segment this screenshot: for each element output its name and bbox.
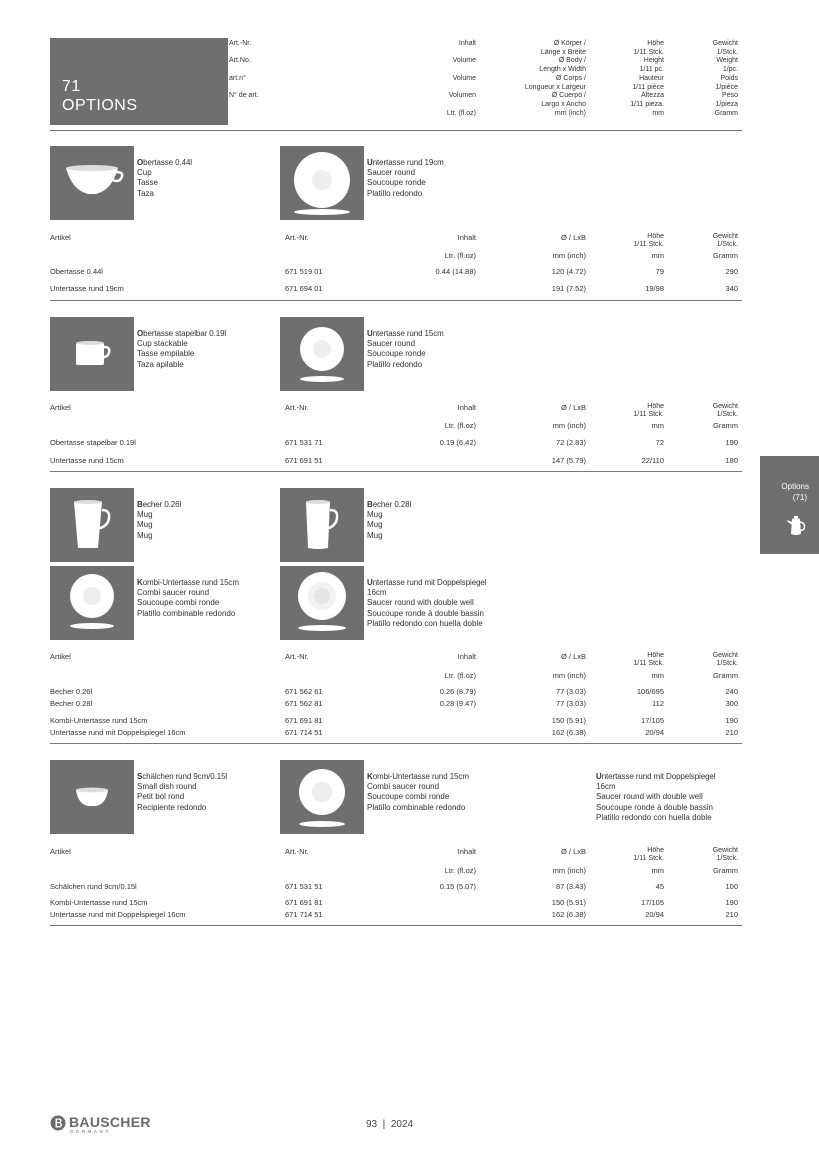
th-hoehe — [633, 652, 664, 667]
header-inhalt-fr: Volume — [452, 74, 476, 82]
cell-dim: 120 (4.72) — [551, 267, 586, 276]
cell-hoehe: 17/105 — [641, 898, 664, 907]
th-hoehe — [633, 403, 664, 418]
product-title-line2: 16cm — [596, 782, 616, 792]
product-image-stackable-cup — [50, 317, 134, 391]
header-hoehe-line: Altezza — [641, 92, 664, 100]
header-gewicht-unit: Gramm — [714, 109, 738, 117]
th-inhalt: Inhalt — [457, 847, 476, 856]
product-desc-fr: Soucoupe ronde à double bassin — [367, 608, 484, 618]
cell-artnr: 671 694 01 — [285, 284, 323, 293]
header-dim-line: Länge x Breite — [540, 48, 586, 56]
product-desc-es: Platillo redondo con huella doble — [367, 618, 483, 628]
th-artnr: Art.-Nr. — [285, 233, 309, 242]
cell-gewicht: 180 — [725, 456, 738, 465]
product-desc-fr: Soucoupe ronde à double bassin — [596, 802, 713, 812]
th-unit-gewicht: Gramm — [713, 671, 738, 680]
header-artnr-en: Art.No. — [229, 57, 251, 65]
cell-gewicht: 210 — [725, 728, 738, 737]
cell-artikel: Becher 0.28l — [50, 699, 93, 708]
cell-artikel: Obertasse 0.44l — [50, 267, 103, 276]
product-title-initial: U — [596, 772, 602, 781]
product-desc-es: Taza — [137, 188, 154, 198]
product-title: echer 0.26l — [142, 500, 182, 509]
table-section-4 — [0, 847, 819, 927]
side-tab-number: (71) — [792, 493, 807, 502]
product-desc-en: Saucer round — [367, 168, 416, 178]
cell-inhalt: 0.19 (6.42) — [439, 438, 476, 447]
table-row — [0, 716, 819, 726]
product-title: ntertasse rund mit Doppelspiegel — [372, 578, 487, 587]
product-text-stackable-cup — [137, 329, 226, 370]
header-dim-line: Longueur x Largeur — [524, 83, 586, 91]
cell-hoehe: 106/695 — [636, 687, 664, 696]
product-title: ntertasse rund 19cm — [372, 158, 444, 167]
divider — [50, 300, 742, 301]
product-title: bertasse 0.44l — [143, 158, 192, 167]
product-title-initial: K — [137, 578, 143, 587]
product-image-combi-saucer — [280, 760, 364, 834]
product-desc-es: Platillo combinable redondo — [137, 608, 236, 618]
cell-dim: 150 (5.91) — [551, 898, 586, 907]
divider — [50, 743, 742, 744]
chapter-title-box — [50, 38, 228, 125]
th-unit-inhalt: Ltr. (fl.oz) — [444, 251, 476, 260]
th-inhalt: Inhalt — [457, 233, 476, 242]
cell-gewicht: 290 — [725, 267, 738, 276]
th-gewicht-1: Gewicht — [712, 403, 738, 410]
product-image-saucer-15 — [280, 317, 364, 391]
th-artnr: Art.-Nr. — [285, 847, 309, 856]
product-title: ntertasse rund 15cm — [372, 329, 444, 338]
product-desc-es: Recipiente redondo — [137, 802, 207, 812]
th-unit-inhalt: Ltr. (fl.oz) — [444, 671, 476, 680]
product-title: echer 0.28l — [372, 500, 412, 509]
product-desc-en: Mug — [137, 510, 153, 520]
product-title: ombi-Untertasse rund 15cm — [142, 578, 239, 587]
table-row — [0, 882, 819, 892]
product-desc-es: Taza apilable — [137, 359, 184, 369]
cell-gewicht: 190 — [725, 438, 738, 447]
cell-gewicht: 340 — [725, 284, 738, 293]
th-artikel: Artikel — [50, 847, 71, 856]
chapter-number: 71 — [62, 78, 81, 95]
product-desc-en: Cup stackable — [137, 339, 188, 349]
th-unit-inhalt: Ltr. (fl.oz) — [444, 421, 476, 430]
product-image-double-well-saucer — [280, 566, 364, 640]
product-desc-fr: Mug — [367, 520, 383, 530]
product-title-initial: U — [367, 158, 373, 167]
product-desc-en: Mug — [367, 510, 383, 520]
product-title: ombi-Untertasse rund 15cm — [372, 772, 469, 781]
th-unit-dim: mm (inch) — [552, 671, 586, 680]
divider — [50, 130, 742, 131]
header-dim-line: Largo x Ancho — [541, 100, 586, 108]
product-image-mug-028 — [280, 488, 364, 562]
page-number: 93 | 2024 — [366, 1119, 414, 1130]
th-inhalt: Inhalt — [457, 403, 476, 412]
product-desc-es: Platillo redondo — [367, 188, 423, 198]
cell-artnr: 671 714 51 — [285, 910, 323, 919]
table-row — [0, 898, 819, 908]
cell-artnr: 671 691 51 — [285, 456, 323, 465]
product-image-saucer — [280, 146, 364, 220]
product-text-cup — [137, 158, 192, 199]
cell-artnr: 671 691 81 — [285, 716, 323, 725]
cell-hoehe: 20/94 — [645, 910, 664, 919]
header-dim-unit: mm (inch) — [554, 109, 586, 117]
product-text-double-well-saucer — [367, 578, 486, 629]
cell-dim: 87 (3.43) — [555, 882, 586, 891]
product-title-initial: U — [367, 329, 373, 338]
cell-artikel: Untertasse rund 15cm — [50, 456, 124, 465]
cell-artikel: Becher 0.26l — [50, 687, 93, 696]
product-text-combi-saucer — [137, 578, 239, 619]
product-desc-fr: Tasse — [137, 178, 158, 188]
th-unit-hoehe: mm — [651, 866, 664, 875]
side-tab-label: Options — [781, 482, 809, 491]
product-desc-fr: Soucoupe ronde — [367, 349, 426, 359]
cell-dim: 77 (3.03) — [555, 699, 586, 708]
divider — [50, 925, 742, 926]
cell-artikel: Untertasse rund mit Doppelspiegel 16cm — [50, 728, 186, 737]
product-desc-es: Platillo redondo — [367, 359, 423, 369]
header-artnr-fr: art.n° — [229, 74, 246, 82]
product-text-small-dish — [137, 772, 227, 813]
brand-name: BAUSCHER — [69, 1114, 151, 1130]
table-row — [0, 687, 819, 697]
cell-artikel: Untertasse rund mit Doppelspiegel 16cm — [50, 910, 186, 919]
cell-inhalt: 0.15 (5.07) — [439, 882, 476, 891]
header-gewicht-line: Weight — [716, 57, 738, 65]
header-hoehe-line: 1/11 pieza. — [630, 100, 664, 108]
product-text-mug-026 — [137, 500, 181, 541]
product-title-initial: U — [367, 578, 373, 587]
coffeepot-icon — [785, 514, 809, 538]
header-inhalt-de: Inhalt — [458, 40, 476, 47]
th-gewicht-2: 1/Stck. — [716, 854, 738, 862]
header-gewicht-line: Poids — [720, 74, 738, 82]
product-image-combi-saucer — [50, 566, 134, 640]
product-title-initial: O — [137, 329, 144, 338]
product-title-initial: K — [367, 772, 373, 781]
product-title-initial: B — [137, 500, 143, 509]
th-hoehe-2: 1/11 Stck. — [633, 240, 664, 248]
header-gewicht-line: 1/pièce — [715, 83, 738, 91]
cell-artnr: 671 714 51 — [285, 728, 323, 737]
th-dim: Ø / LxB — [560, 652, 586, 661]
header-hoehe-line: Height — [643, 57, 664, 65]
header-hoehe-line: 1/11 Stck. — [633, 48, 664, 56]
th-gewicht — [713, 403, 738, 418]
table-section-3 — [0, 652, 819, 744]
header-gewicht-line: Peso — [722, 92, 738, 100]
header-dim-column — [525, 40, 586, 118]
product-desc-en: Saucer round with double well — [596, 792, 703, 802]
header-hoehe-unit: mm — [652, 109, 664, 117]
th-gewicht — [713, 652, 738, 667]
product-title-line2: 16cm — [367, 588, 387, 598]
th-unit-gewicht: Gramm — [713, 251, 738, 260]
product-image-small-dish — [50, 760, 134, 834]
th-hoehe-1: Höhe — [647, 652, 664, 659]
th-hoehe-1: Höhe — [647, 233, 664, 240]
th-hoehe-1: Höhe — [647, 847, 664, 854]
th-gewicht — [713, 233, 738, 248]
th-unit-gewicht: Gramm — [713, 421, 738, 430]
product-image-mug-026 — [50, 488, 134, 562]
cell-dim: 147 (5.79) — [551, 456, 586, 465]
th-hoehe-1: Höhe — [647, 403, 664, 410]
th-artikel: Artikel — [50, 652, 71, 661]
header-dim-line: Length x Width — [539, 66, 586, 74]
product-title-initial: S — [137, 772, 143, 781]
header-artnr-column — [229, 40, 259, 101]
cell-dim: 162 (6.38) — [551, 910, 586, 919]
th-gewicht — [713, 847, 738, 862]
th-dim: Ø / LxB — [560, 403, 586, 412]
cell-inhalt: 0.26 (8.79) — [439, 687, 476, 696]
cell-gewicht: 210 — [725, 910, 738, 919]
bauscher-logo — [50, 1114, 162, 1138]
cell-artikel: Kombi-Untertasse rund 15cm — [50, 716, 148, 725]
table-row — [0, 699, 819, 709]
header-artnr-es: N° de art. — [229, 92, 259, 100]
table-row — [0, 267, 819, 277]
cell-gewicht: 240 — [725, 687, 738, 696]
cell-hoehe: 22/110 — [641, 456, 664, 465]
th-gewicht-1: Gewicht — [712, 847, 738, 854]
product-desc-fr: Petit bol rond — [137, 792, 185, 802]
product-desc-es: Mug — [367, 530, 383, 540]
th-unit-hoehe: mm — [651, 251, 664, 260]
chapter-name: OPTIONS — [62, 97, 138, 114]
th-gewicht-2: 1/Stck. — [716, 410, 738, 418]
side-chapter-tab[interactable] — [760, 456, 819, 554]
th-gewicht-1: Gewicht — [712, 652, 738, 659]
header-hoehe-line: 1/11 pc. — [639, 66, 664, 74]
product-text-combi-saucer — [367, 772, 469, 813]
table-row — [0, 910, 819, 920]
product-desc-en: Saucer round with double well — [367, 598, 474, 608]
product-desc-es: Mug — [137, 530, 153, 540]
th-dim: Ø / LxB — [560, 233, 586, 242]
cell-artnr: 671 531 51 — [285, 882, 323, 891]
product-image-cup — [50, 146, 134, 220]
table-section-2 — [0, 403, 819, 473]
cell-hoehe: 20/94 — [645, 728, 664, 737]
header-dim-line: Ø Body / — [558, 57, 586, 65]
table-row — [0, 438, 819, 448]
product-desc-en: Saucer round — [367, 339, 416, 349]
header-dim-line: Ø Körper / — [553, 40, 586, 47]
cell-dim: 72 (2.83) — [555, 438, 586, 447]
cell-gewicht: 190 — [725, 898, 738, 907]
product-desc-fr: Tasse empilable — [137, 349, 195, 359]
th-hoehe-2: 1/11 Stck. — [633, 854, 664, 862]
product-title-initial: O — [137, 158, 144, 167]
table-row — [0, 728, 819, 738]
th-unit-hoehe: mm — [651, 671, 664, 680]
header-hoehe-column — [630, 40, 664, 118]
th-hoehe-2: 1/11 Stck. — [633, 410, 664, 418]
product-text-saucer-15 — [367, 329, 444, 370]
th-dim: Ø / LxB — [560, 847, 586, 856]
product-desc-fr: Soucoupe combi ronde — [367, 792, 450, 802]
cell-dim: 162 (6.38) — [551, 728, 586, 737]
cell-artnr: 671 691 81 — [285, 898, 323, 907]
product-text-mug-028 — [367, 500, 411, 541]
header-dim-line: Ø Cuerpo / — [551, 92, 586, 100]
th-gewicht-1: Gewicht — [712, 233, 738, 240]
product-title: bertasse stapelbar 0.19l — [143, 329, 227, 338]
header-artnr-de: Art.-Nr. — [229, 40, 252, 47]
cell-dim: 150 (5.91) — [551, 716, 586, 725]
cell-hoehe: 79 — [655, 267, 664, 276]
cell-inhalt: 0.28 (9.47) — [439, 699, 476, 708]
cell-hoehe: 45 — [655, 882, 664, 891]
product-title: ntertasse rund mit Doppelspiegel — [601, 772, 716, 781]
header-inhalt-column — [447, 40, 476, 118]
cell-artnr: 671 531 71 — [285, 438, 323, 447]
brand-sub: GERMANY — [70, 1129, 111, 1134]
cell-gewicht: 300 — [725, 699, 738, 708]
header-hoehe-line: Höhe — [647, 40, 664, 47]
th-artnr: Art.-Nr. — [285, 403, 309, 412]
th-unit-hoehe: mm — [651, 421, 664, 430]
header-hoehe-line: Hauteur — [639, 74, 664, 82]
cell-artnr: 671 519 01 — [285, 267, 323, 276]
cell-artikel: Obertasse stapelbar 0.19l — [50, 438, 136, 447]
table-section-1 — [0, 233, 819, 303]
product-desc-fr: Soucoupe ronde — [367, 178, 426, 188]
cell-dim: 191 (7.52) — [551, 284, 586, 293]
product-desc-fr: Soucoupe combi ronde — [137, 598, 220, 608]
th-unit-inhalt: Ltr. (fl.oz) — [444, 866, 476, 875]
cell-artikel: Untertasse rund 19cm — [50, 284, 124, 293]
product-desc-en: Small dish round — [137, 782, 197, 792]
table-row — [0, 456, 819, 466]
cell-artnr: 671 562 81 — [285, 699, 323, 708]
header-gewicht-line: 1/pieza — [715, 100, 738, 108]
product-title-initial: B — [367, 500, 373, 509]
th-unit-dim: mm (inch) — [552, 421, 586, 430]
product-text-saucer — [367, 158, 444, 199]
th-inhalt: Inhalt — [457, 652, 476, 661]
header-gewicht-line: 1/Stck. — [716, 48, 738, 56]
product-title: chälchen rund 9cm/0.15l — [142, 772, 228, 781]
th-hoehe — [633, 847, 664, 862]
header-dim-line: Ø Corps / — [556, 74, 586, 82]
cell-artnr: 671 562 61 — [285, 687, 323, 696]
th-artikel: Artikel — [50, 403, 71, 412]
header-inhalt-es: Volumen — [448, 92, 476, 100]
th-unit-dim: mm (inch) — [552, 251, 586, 260]
th-artikel: Artikel — [50, 233, 71, 242]
cell-gewicht: 190 — [725, 716, 738, 725]
product-desc-en: Combi saucer round — [367, 782, 440, 792]
cell-hoehe: 19/98 — [645, 284, 664, 293]
cell-artikel: Schälchen rund 9cm/0.15l — [50, 882, 137, 891]
cell-artikel: Kombi-Untertasse rund 15cm — [50, 898, 148, 907]
product-desc-en: Combi saucer round — [137, 588, 210, 598]
cell-dim: 77 (3.03) — [555, 687, 586, 696]
product-desc-en: Cup — [137, 168, 152, 178]
cell-gewicht: 100 — [725, 882, 738, 891]
th-unit-dim: mm (inch) — [552, 866, 586, 875]
cell-hoehe: 17/105 — [641, 716, 664, 725]
header-inhalt-en: Volume — [452, 57, 476, 65]
product-text-double-well-saucer — [596, 772, 715, 823]
header-hoehe-line: 1/11 pièce — [632, 83, 664, 91]
header-gewicht-column — [713, 40, 738, 118]
product-desc-es: Platillo redondo con huella doble — [596, 812, 712, 822]
table-row — [0, 284, 819, 294]
header-inhalt-unit: Ltr. (fl.oz) — [446, 109, 476, 117]
th-gewicht-2: 1/Stck. — [716, 240, 738, 248]
divider — [50, 471, 742, 472]
th-artnr: Art.-Nr. — [285, 652, 309, 661]
cell-hoehe: 72 — [655, 438, 664, 447]
header-gewicht-line: Gewicht — [712, 40, 738, 47]
product-desc-fr: Mug — [137, 520, 153, 530]
cell-inhalt: 0.44 (14.88) — [435, 267, 476, 276]
product-desc-es: Platillo combinable redondo — [367, 802, 466, 812]
th-gewicht-2: 1/Stck. — [716, 659, 738, 667]
th-hoehe — [633, 233, 664, 248]
header-gewicht-line: 1/pc. — [722, 66, 738, 74]
th-unit-gewicht: Gramm — [713, 866, 738, 875]
th-hoehe-2: 1/11 Stck. — [633, 659, 664, 667]
cell-hoehe: 112 — [652, 699, 664, 708]
